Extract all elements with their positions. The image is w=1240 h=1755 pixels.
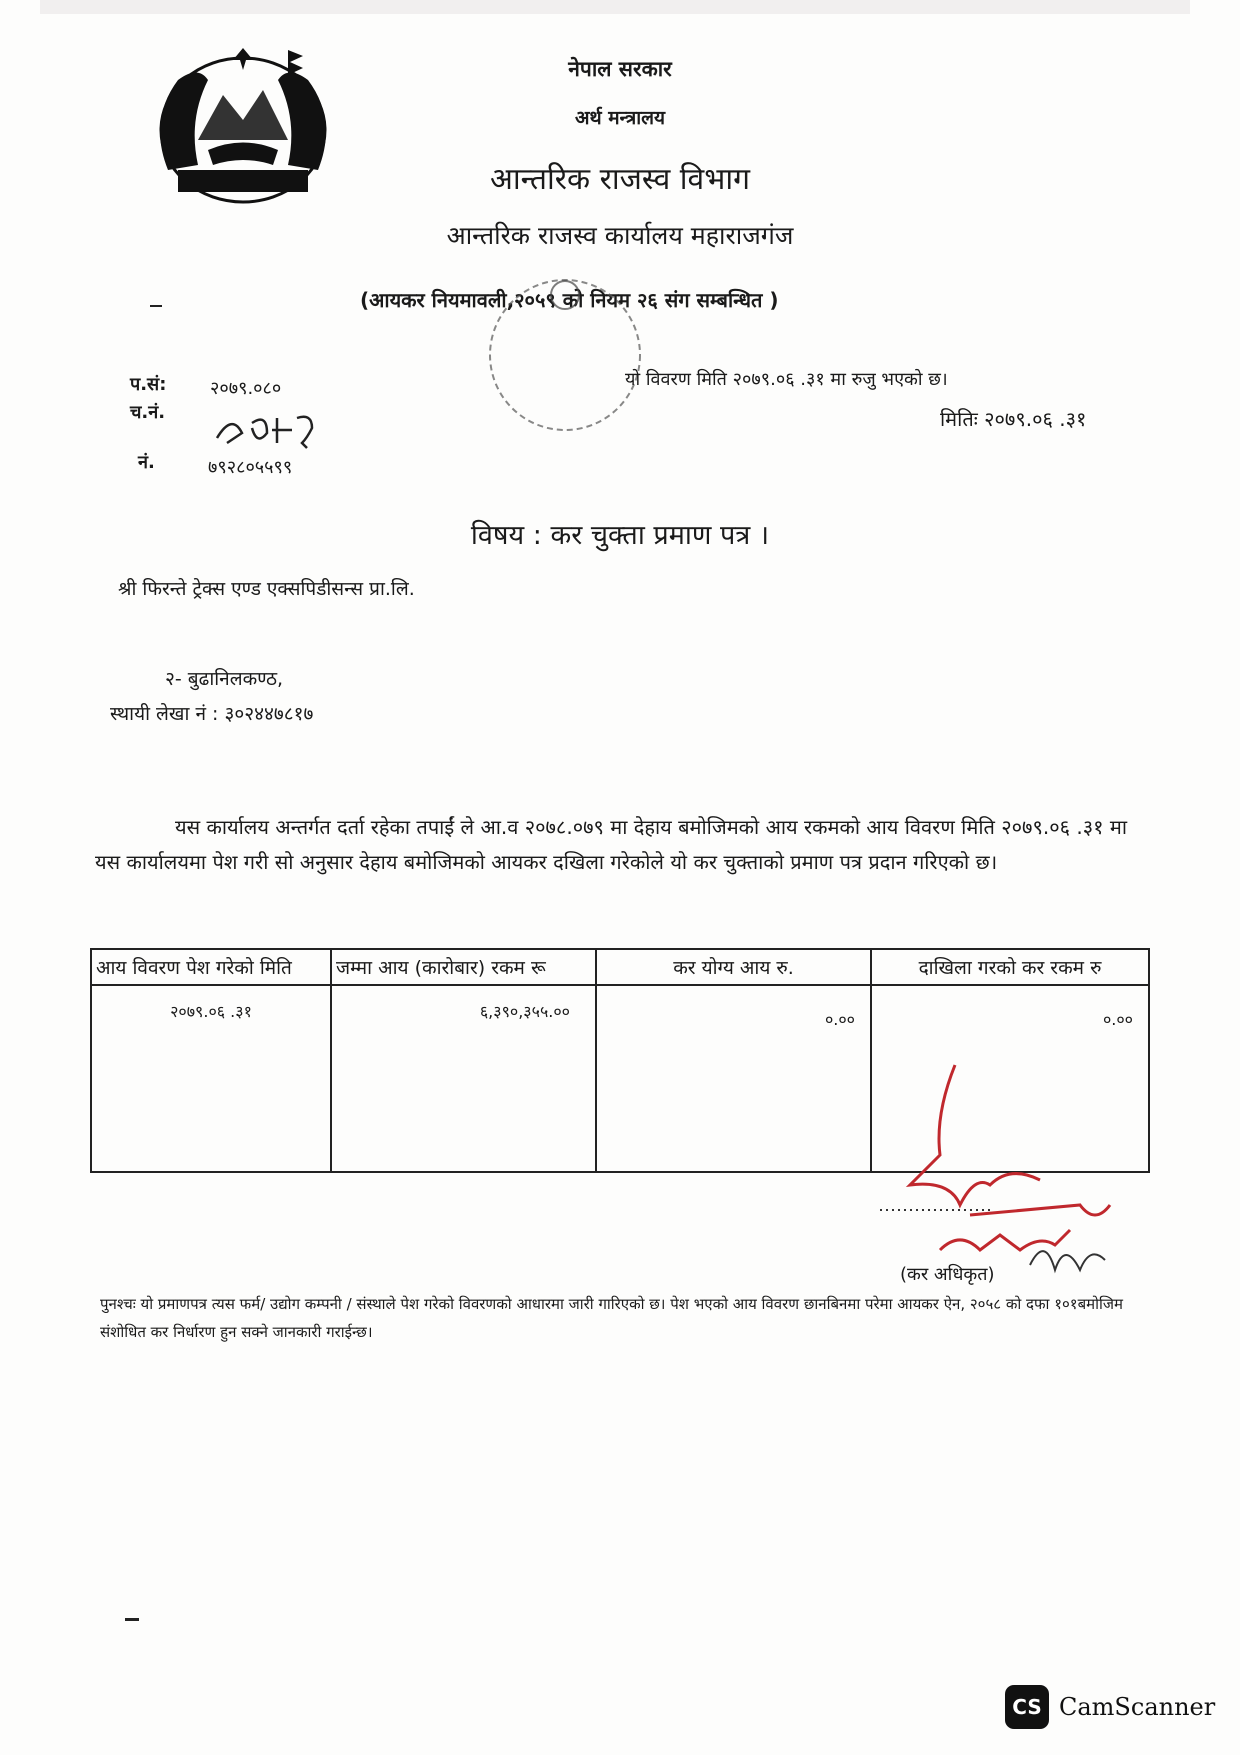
table-header: जम्मा आय (कारोबार) रकम रू (331, 949, 596, 985)
camscanner-label: CamScanner (1059, 1693, 1216, 1721)
officer-designation: (कर अधिकृत) (900, 1264, 995, 1285)
table-cell: ६,३९०,३५५.०० (331, 985, 596, 1172)
office-name: आन्तरिक राजस्व कार्यालय महाराजगंज (446, 221, 794, 250)
number-value: ७९२८०५५९९ (208, 457, 293, 478)
government-name: नेपाल सरकार (568, 57, 672, 81)
pan-number: स्थायी लेखा नं : ३०२४४७८१७ (110, 703, 314, 725)
date: मितिः २०७९.०६ .३१ (940, 407, 1087, 431)
submission-statement: यो विवरण मिति २०७९.०६ .३१ मा रुजु भएको छ। (625, 369, 948, 390)
camscanner-logo-icon: CS (1005, 1685, 1049, 1729)
table-cell: २०७९.०६ .३१ (91, 985, 331, 1172)
department-name: आन्तरिक राजस्व विभाग (489, 162, 750, 197)
dispatch-number-label: च.नं. (130, 402, 166, 423)
dispatch-number-handwritten (212, 408, 322, 450)
scan-mark (125, 1618, 139, 1621)
camscanner-watermark (1005, 1685, 1216, 1729)
table-cell: ०.०० (871, 985, 1149, 1172)
rule-reference: (आयकर नियमावली,२०५९ को नियम २६ संग सम्बन्धित ) (360, 288, 779, 312)
table-header: आय विवरण पेश गरेको मिति (91, 949, 331, 985)
scan-edge (40, 0, 1190, 14)
recipient-address: २- बुढानिलकण्ठ, (165, 668, 284, 690)
table-header: कर योग्य आय रु. (596, 949, 871, 985)
postscript-note: पुनश्चः यो प्रमाणपत्र त्यस फर्म/ उद्योग कम्पनी / संस्थाले पेश गरेको विवरणको आधारमा जारी गारिएको छ। पेश भएको आय विवरण छानबिनमा परेमा आयकर ऐन, २०५८ को दफा १०१बमोजिम संशोधित कर निर्धारण हुन सक्ने जानकारी गराईन्छ। (100, 1295, 1123, 1341)
table-cell: ०.०० (596, 985, 871, 1172)
body-paragraph: यस कार्यालय अन्तर्गत दर्ता रहेका तपाईं ले आ.व २०७८.०७९ मा देहाय बमोजिमको आय रकमको आय विवरण मिति २०७९.०६ .३१ मा यस कार्यालयमा पेश गरी सो अनुसार देहाय बमोजिमको आयकर दखिला गरेकोले यो कर चुक्ताको प्रमाण पत्र प्रदान गरिएको छ। (95, 815, 1128, 874)
number-label: नं. (138, 452, 155, 473)
letter-number-value: २०७९.०८० (210, 378, 282, 399)
letter-number-label: प.सं: (130, 374, 167, 395)
ministry-name: अर्थ मन्त्रालय (574, 107, 666, 129)
subject-line: विषय : कर चुक्ता प्रमाण पत्र । (470, 520, 770, 551)
scan-mark (150, 305, 162, 307)
table-header-row (91, 949, 1149, 985)
recipient-name: श्री फिरन्ते ट्रेक्स एण्ड एक्सपिडीसन्स प्रा.लि. (118, 578, 415, 600)
office-seal-stamp (475, 255, 655, 455)
table-header: दाखिला गरको कर रकम रु (871, 949, 1149, 985)
